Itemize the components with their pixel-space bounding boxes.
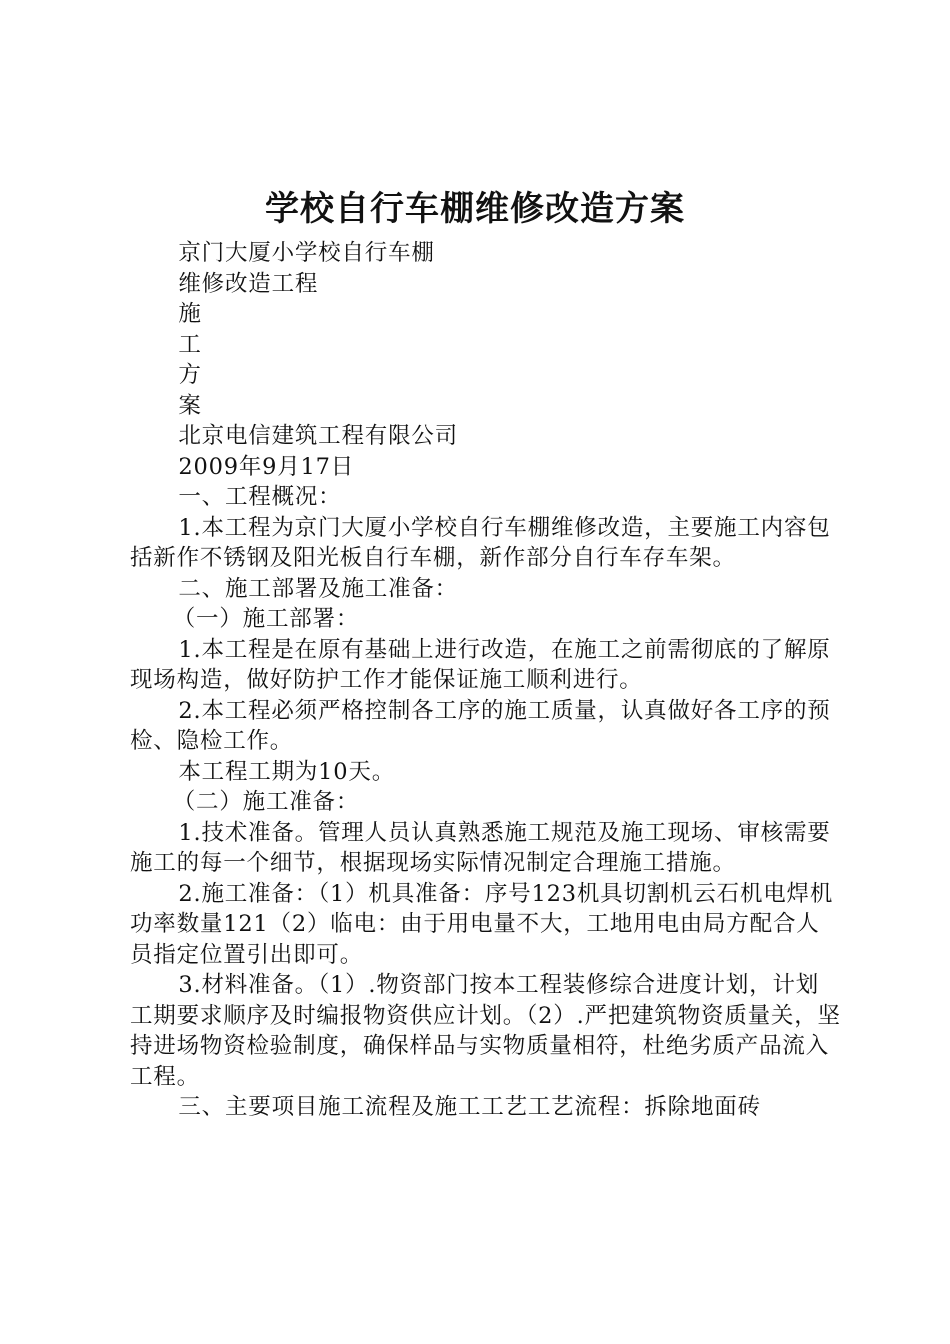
- section-heading-process: 三、主要项目施工流程及施工工艺工艺流程：拆除地面砖: [178, 1094, 761, 1120]
- paragraph-project-name: 维修改造工程: [178, 270, 319, 297]
- paragraph-preparation-2: 2.施工准备：（1）机具准备：序号123机具切割机云石机电焊机功率数量121（2）临电：由于用电量不大，工地用电由局方配合人员指定位置引出即可。: [130, 880, 834, 968]
- paragraph-overview-1: 1.本工程为京门大厦小学校自行车棚维修改造，主要施工内容包括新作不锈钢及阳光板自行车棚，新作部分自行车存车架。: [130, 514, 831, 571]
- document-title: 学校自行车棚维修改造方案: [265, 189, 685, 229]
- subsection-heading-deployment: （一）施工部署：: [172, 606, 360, 632]
- paragraph-duration: 本工程工期为10天。: [178, 758, 396, 785]
- paragraph-company: 北京电信建筑工程有限公司: [178, 423, 458, 449]
- section-heading-deployment: 二、施工部署及施工准备：: [178, 575, 458, 602]
- paragraph-deployment-1: 1.本工程是在原有基础上进行改造，在施工之前需彻底的了解原现场构造，做好防护工作才能保证施工顺利进行。: [130, 636, 831, 693]
- section-heading-overview: 一、工程概况：: [178, 484, 342, 510]
- subsection-heading-preparation: （二）施工准备：: [172, 789, 360, 815]
- paragraph-school-name: 京门大厦小学校自行车棚: [178, 240, 435, 266]
- document-body: [130, 238, 842, 1123]
- paragraph-preparation-1: 1.技术准备。管理人员认真熟悉施工规范及施工现场、审核需要施工的每一个细节，根据现场实际情况制定合理施工措施。: [130, 819, 831, 876]
- paragraph-deployment-2: 2.本工程必须严格控制各工序的施工质量，认真做好各工序的预检、隐检工作。: [130, 697, 831, 754]
- paragraph-preparation-3: 3.材料准备。（1）.物资部门按本工程装修综合进度计划，计划工期要求顺序及时编报物资供应计划。（2）.严把建筑物资质量关，坚持进场物资检验制度，确保样品与实物质量相符，杜绝劣质产品流入工程。: [130, 972, 841, 1090]
- paragraph-char-an: 案: [178, 392, 202, 419]
- paragraph-char-gong: 工: [178, 331, 202, 358]
- paragraph-char-shi: 施: [178, 301, 202, 327]
- paragraph-char-fang: 方: [178, 362, 202, 388]
- paragraph-date: 2009年9月17日: [178, 453, 355, 480]
